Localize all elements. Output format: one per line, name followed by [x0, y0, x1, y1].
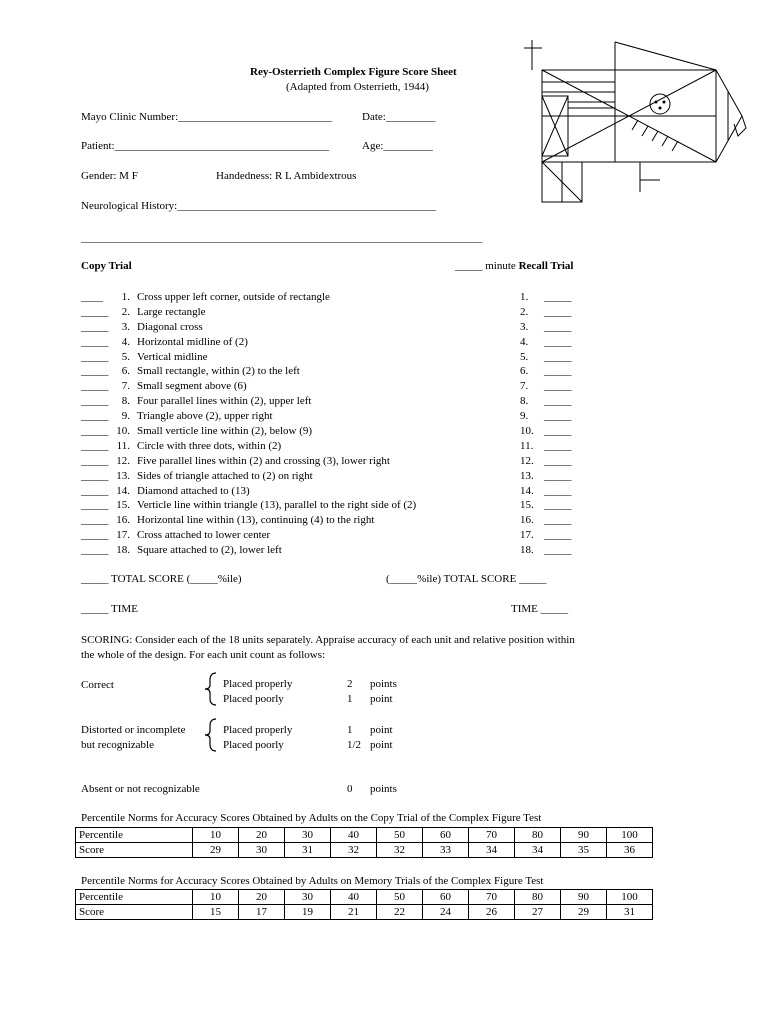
score-row	[76, 843, 653, 858]
recall-trial-item	[520, 335, 580, 350]
item-number: 2.	[520, 305, 529, 318]
distorted-label-2: but recognizable	[81, 739, 154, 751]
recall-score-blank[interactable]: _____	[544, 514, 572, 527]
table-cell: 29	[561, 905, 607, 920]
table-cell: 35	[561, 843, 607, 858]
item-number: 14.	[520, 484, 534, 497]
item-number: 8.	[520, 395, 529, 408]
recall-score-blank[interactable]: _____	[544, 320, 572, 333]
recall-trial-item	[520, 454, 580, 469]
table-cell: 27	[515, 905, 561, 920]
recall-trial-item	[520, 394, 580, 409]
table-cell: 36	[607, 843, 653, 858]
table-cell: 20	[239, 890, 285, 905]
copy-score-blank[interactable]: _____	[81, 380, 109, 393]
correct-label: Correct	[81, 679, 114, 691]
table-cell: 30	[285, 828, 331, 843]
table-cell: 90	[561, 828, 607, 843]
recall-trial-item	[520, 439, 580, 454]
table-cell: 19	[285, 905, 331, 920]
item-number: 17.	[520, 529, 534, 542]
copy-score-blank[interactable]: _____	[81, 439, 109, 452]
correct-poor-unit: point	[370, 693, 393, 705]
item-description: Four parallel lines within (2), upper left	[137, 395, 312, 408]
item-description: Circle with three dots, within (2)	[137, 439, 282, 452]
copy-norms-table	[75, 827, 653, 858]
table-cell: 50	[377, 828, 423, 843]
correct-poor-text: Placed poorly	[223, 693, 284, 705]
item-description: Triangle above (2), upper right	[137, 410, 273, 423]
copy-score-blank[interactable]: _____	[81, 469, 109, 482]
recall-trial-item	[520, 469, 580, 484]
item-description: Diamond attached to (13)	[137, 484, 250, 497]
item-number: 7.	[121, 380, 130, 393]
gender-field[interactable]: Gender: M F	[81, 170, 138, 182]
item-number: 1.	[520, 291, 529, 303]
item-description: Horizontal line within (13), continuing (4) to the right	[137, 514, 375, 527]
recall-trial-item	[520, 498, 580, 513]
item-number: 10.	[116, 425, 130, 438]
age-field[interactable]: Age:_________	[362, 140, 433, 152]
table-cell: 34	[515, 843, 561, 858]
item-description: Verticle line within triangle (13), parallel to the right side of (2)	[137, 499, 417, 512]
item-number: 7.	[520, 380, 529, 393]
table-cell: 31	[285, 843, 331, 858]
item-number: 18.	[520, 544, 534, 557]
recall-score-blank[interactable]: _____	[544, 410, 572, 423]
item-description: Cross attached to lower center	[137, 529, 271, 542]
correct-poor-value: 1	[347, 693, 353, 705]
recall-trial-item	[520, 364, 580, 379]
recall-score-blank[interactable]: _____	[544, 529, 572, 542]
recall-score-blank[interactable]: _____	[544, 469, 572, 482]
table-cell: 30	[285, 890, 331, 905]
item-number: 16.	[116, 514, 130, 527]
row-label: Percentile	[76, 890, 193, 905]
recall-trial-label: Recall Trial	[518, 260, 574, 272]
table-cell: 90	[561, 890, 607, 905]
table-cell: 17	[239, 905, 285, 920]
table-cell: 29	[193, 843, 239, 858]
item-number: 3.	[520, 320, 529, 333]
patient-field[interactable]: Patient:_______________________________________	[81, 140, 330, 152]
table-cell: 34	[469, 843, 515, 858]
item-number: 1.	[121, 291, 130, 303]
absent-label: Absent or not recognizable	[81, 783, 200, 795]
item-number: 4.	[520, 335, 529, 348]
table-cell: 40	[331, 890, 377, 905]
table-cell: 10	[193, 890, 239, 905]
item-description: Diagonal cross	[137, 320, 203, 333]
item-number: 8.	[121, 395, 130, 408]
recall-score-blank[interactable]: _____	[544, 350, 572, 363]
recall-trial-item	[520, 513, 580, 528]
item-description: Small verticle line within (2), below (9)	[137, 425, 313, 438]
copy-score-blank[interactable]: _____	[81, 484, 109, 497]
table-cell: 30	[239, 843, 285, 858]
percentile-row	[76, 890, 653, 905]
recall-trial-item-list	[520, 290, 580, 558]
table-cell: 40	[331, 828, 377, 843]
copy-score-blank[interactable]: _____	[81, 529, 109, 542]
item-number: 14.	[116, 484, 130, 497]
item-number: 2.	[121, 305, 130, 318]
recall-score-blank[interactable]: _____	[544, 454, 572, 467]
table-cell: 32	[377, 843, 423, 858]
recall-trial-item	[520, 290, 580, 305]
copy-score-blank[interactable]: _____	[81, 365, 109, 378]
item-description: Small rectangle, within (2) to the left	[137, 365, 300, 378]
item-description: Vertical midline	[137, 350, 208, 363]
distorted-poor-value: 1/2	[347, 739, 362, 751]
table-cell: 10	[193, 828, 239, 843]
copy-score-blank[interactable]: _____	[81, 425, 109, 438]
item-number: 17.	[116, 529, 130, 542]
copy-norms-caption: Percentile Norms for Accuracy Scores Obtained by Adults on the Copy Trial of the Complex Figure Test	[81, 812, 542, 824]
recall-score-blank[interactable]: _____	[544, 335, 572, 348]
table-cell: 60	[423, 890, 469, 905]
item-number: 18.	[116, 544, 130, 557]
row-label: Score	[76, 905, 193, 920]
copy-score-blank[interactable]: _____	[81, 350, 109, 363]
copy-trial-heading: Copy Trial	[81, 260, 132, 272]
item-number: 4.	[121, 335, 130, 348]
recall-score-blank[interactable]: _____	[544, 365, 572, 378]
table-cell: 24	[423, 905, 469, 920]
percentile-row	[76, 828, 653, 843]
copy-score-blank[interactable]: _____	[81, 454, 109, 467]
copy-score-blank[interactable]: _____	[81, 395, 109, 408]
item-description: Cross upper left corner, outside of rectangle	[137, 291, 330, 303]
item-number: 12.	[520, 454, 534, 467]
item-description: Horizontal midline of (2)	[137, 335, 248, 348]
item-number: 10.	[520, 425, 534, 438]
item-number: 6.	[520, 365, 529, 378]
correct-proper-value: 2	[347, 678, 353, 690]
item-description: Five parallel lines within (2) and crossing (3), lower right	[137, 454, 390, 467]
recall-score-blank[interactable]: _____	[544, 499, 572, 512]
table-cell: 70	[469, 828, 515, 843]
table-cell: 100	[607, 890, 653, 905]
brace-icon	[204, 672, 218, 706]
item-number: 15.	[116, 499, 130, 512]
item-number: 15.	[520, 499, 534, 512]
recall-score-blank[interactable]: _____	[544, 291, 572, 303]
recall-score-blank[interactable]: _____	[544, 544, 572, 557]
table-cell: 80	[515, 828, 561, 843]
table-cell: 100	[607, 828, 653, 843]
table-cell: 20	[239, 828, 285, 843]
scoring-instructions-line-2: the whole of the design. For each unit count as follows:	[81, 649, 326, 661]
table-cell: 31	[607, 905, 653, 920]
correct-proper-text: Placed properly	[223, 678, 293, 690]
copy-time[interactable]: _____ TIME	[81, 603, 138, 615]
scoring-instructions-line-1: SCORING: Consider each of the 18 units separately. Appraise accuracy of each unit and relative position within	[81, 634, 575, 646]
table-cell: 32	[331, 843, 377, 858]
table-cell: 22	[377, 905, 423, 920]
item-description: Small segment above (6)	[137, 380, 247, 393]
copy-score-blank[interactable]: _____	[81, 544, 109, 557]
table-cell: 26	[469, 905, 515, 920]
item-description: Square attached to (2), lower left	[137, 544, 282, 557]
copy-score-blank[interactable]: _____	[81, 514, 109, 527]
distorted-poor-text: Placed poorly	[223, 739, 284, 751]
item-description: Sides of triangle attached to (2) on right	[137, 469, 313, 482]
item-number: 9.	[520, 410, 529, 423]
recall-score-blank[interactable]: _____	[544, 305, 572, 318]
recall-trial-item	[520, 320, 580, 335]
item-number: 11.	[116, 439, 130, 452]
distorted-label-1: Distorted or incomplete	[81, 724, 186, 736]
distorted-poor-unit: point	[370, 739, 393, 751]
copy-score-blank[interactable]: ____	[81, 291, 103, 303]
table-cell: 80	[515, 890, 561, 905]
distorted-proper-unit: point	[370, 724, 393, 736]
mayo-clinic-number-field[interactable]: Mayo Clinic Number:____________________________	[81, 111, 333, 123]
table-cell: 70	[469, 890, 515, 905]
distorted-proper-text: Placed properly	[223, 724, 293, 736]
table-cell: 50	[377, 890, 423, 905]
memory-norms-caption: Percentile Norms for Accuracy Scores Obtained by Adults on Memory Trials of the Complex Figure Test	[81, 875, 544, 887]
handedness-field[interactable]: Handedness: R L Ambidextrous	[216, 170, 357, 182]
recall-trial-item	[520, 543, 580, 558]
recall-trial-item	[520, 305, 580, 320]
correct-proper-unit: points	[370, 678, 397, 690]
recall-total-score[interactable]: (_____%ile) TOTAL SCORE _____	[386, 573, 547, 585]
recall-trial-item	[520, 484, 580, 499]
item-number: 13.	[520, 469, 534, 482]
recall-score-blank[interactable]: _____	[544, 439, 572, 452]
table-cell: 33	[423, 843, 469, 858]
recall-trial-item	[520, 528, 580, 543]
page-subtitle: (Adapted from Osterrieth, 1944)	[286, 81, 429, 93]
page-title: Rey-Osterrieth Complex Figure Score Sheet	[250, 66, 457, 78]
row-label: Score	[76, 843, 193, 858]
recall-trial-item	[520, 409, 580, 424]
distorted-proper-value: 1	[347, 724, 353, 736]
memory-norms-table	[75, 889, 653, 920]
recall-trial-item	[520, 350, 580, 365]
score-row	[76, 905, 653, 920]
item-number: 16.	[520, 514, 534, 527]
recall-score-blank[interactable]: _____	[544, 425, 572, 438]
row-label: Percentile	[76, 828, 193, 843]
copy-score-blank[interactable]: _____	[81, 320, 109, 333]
neurological-history-field[interactable]: Neurological History:_______________________________________________	[81, 200, 436, 212]
copy-score-blank[interactable]: _____	[81, 499, 109, 512]
table-cell: 60	[423, 828, 469, 843]
neurological-history-line-2[interactable]: _________________________________________________________________________	[81, 232, 483, 244]
copy-score-blank[interactable]: _____	[81, 410, 109, 423]
recall-trial-heading	[455, 260, 573, 272]
item-number: 12.	[116, 454, 130, 467]
recall-time[interactable]: TIME _____	[511, 603, 569, 615]
item-number: 11.	[520, 439, 534, 452]
rey-complex-figure-illustration	[520, 36, 750, 226]
recall-trial-item	[520, 379, 580, 394]
table-cell: 15	[193, 905, 239, 920]
item-number: 6.	[121, 365, 130, 378]
brace-icon	[204, 718, 218, 752]
item-number: 5.	[121, 350, 130, 363]
recall-minutes-blank[interactable]: _____ minute	[455, 260, 516, 272]
absent-unit: points	[370, 783, 397, 795]
copy-score-blank[interactable]: _____	[81, 335, 109, 348]
copy-score-blank[interactable]: _____	[81, 305, 109, 318]
copy-total-score[interactable]: _____ TOTAL SCORE (_____%ile)	[81, 573, 242, 585]
item-number: 5.	[520, 350, 529, 363]
item-number: 13.	[116, 469, 130, 482]
recall-trial-item	[520, 424, 580, 439]
item-number: 3.	[121, 320, 130, 333]
item-description: Large rectangle	[137, 305, 206, 318]
recall-score-blank[interactable]: _____	[544, 395, 572, 408]
absent-value: 0	[347, 783, 353, 795]
recall-score-blank[interactable]: _____	[544, 380, 572, 393]
recall-score-blank[interactable]: _____	[544, 484, 572, 497]
table-cell: 21	[331, 905, 377, 920]
date-field[interactable]: Date:_________	[362, 111, 436, 123]
item-number: 9.	[121, 410, 130, 423]
